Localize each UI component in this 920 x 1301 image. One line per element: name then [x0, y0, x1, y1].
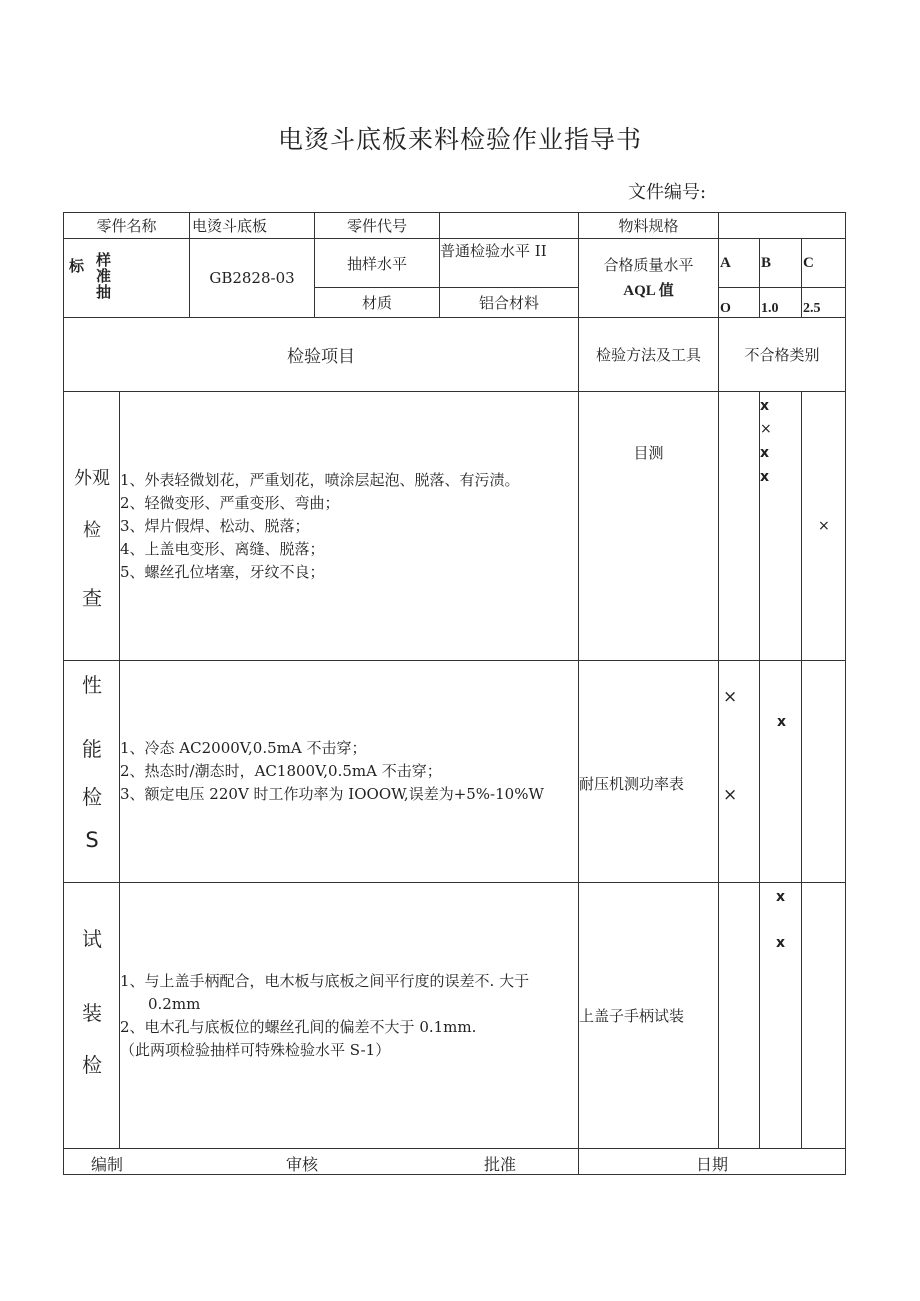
defect-mark: × [760, 421, 772, 437]
page-title: 电烫斗底板来料检验作业指导书 [277, 125, 642, 154]
inspection-item: 1、与上盖手柄配合，电木板与底板之间平行度的误差不. 大于 0.2mm [120, 971, 530, 1013]
defect-mark: × [723, 785, 738, 805]
inspection-item: 3、焊片假焊、松动、脱落； [120, 516, 310, 535]
defect-mark: x [776, 889, 786, 905]
section-items [120, 661, 579, 883]
defect-mark: × [723, 687, 738, 707]
inspection-item: 2、轻微变形、严重变形、弯曲； [120, 493, 340, 512]
sampling-level-label: 抽样水平 [315, 239, 440, 288]
inspection-item: 2、电木孔与底板位的螺丝孔间的偏差不大于 0.1mm. [120, 1017, 477, 1036]
class-b-cell [760, 392, 802, 661]
section-name [64, 883, 120, 1149]
class-c: C [802, 239, 846, 288]
header-row-2 [64, 239, 846, 288]
class-a-cell [719, 392, 760, 661]
section-name-char: 检 [82, 785, 102, 809]
inspection-note: （此两项检验抽样可特殊检验水平 S-1） [120, 1040, 391, 1059]
sampling-level-value: 普通检验水平 II [440, 239, 579, 288]
section-name-char: S [85, 828, 99, 852]
class-a-cell [719, 661, 760, 883]
defect-mark: x [760, 398, 770, 414]
defect-mark: x [777, 714, 787, 730]
material-label: 材质 [315, 288, 440, 318]
std-label-char: 标 [69, 257, 85, 275]
section-name-char: 查 [82, 586, 102, 610]
defect-mark: x [760, 445, 770, 461]
reviewed-by-label: 审核 [286, 1155, 319, 1174]
aql-label [579, 239, 719, 318]
part-name-label: 零件名称 [64, 213, 190, 239]
inspection-item: 1、外表轻微划花，严重划花，喷涂层起泡、脱落、有污渍。 [120, 470, 520, 489]
section-name-char: 试 [82, 927, 102, 951]
part-name-value: 电烫斗底板 [190, 213, 315, 239]
column-header-row [64, 318, 846, 392]
class-c-cell [802, 392, 846, 661]
class-a-cell [719, 883, 760, 1149]
defect-mark: × [818, 518, 830, 534]
inspection-item: 1、冷态 AC2000V,0.5mA 不击穿； [120, 739, 367, 757]
sampling-standard-label [64, 239, 190, 318]
aql-label-line: 合格质量水平 [603, 256, 694, 274]
inspection-method: 目测 [579, 392, 719, 661]
class-b-cell [760, 883, 802, 1149]
part-code-label: 零件代号 [315, 213, 440, 239]
aql-value-c: 2.5 [802, 288, 846, 318]
section-items [120, 392, 579, 661]
inspection-method: 上盖子手柄试装 [579, 883, 719, 1149]
inspection-items-header: 检验项目 [64, 318, 579, 392]
inspection-item: 3、额定电压 220V 时工作功率为 IOOOW,误差为+5%-10%W [120, 785, 544, 803]
class-b: B [760, 239, 802, 288]
defect-class-header: 不合格类别 [719, 318, 846, 392]
section-name-char: 性 [82, 673, 102, 697]
signature-cells [64, 1149, 579, 1175]
section-items [120, 883, 579, 1149]
std-label-stack [96, 252, 111, 300]
section-name-char: 能 [82, 737, 102, 761]
section-name-char: 外观 [74, 468, 110, 489]
inspection-item: 5、螺丝孔位堵塞，牙纹不良； [120, 562, 325, 581]
section-performance [64, 661, 846, 883]
material-spec-label: 物料规格 [579, 213, 719, 239]
class-c-cell [802, 883, 846, 1149]
section-name-char: 装 [82, 1001, 102, 1025]
section-name-char: 检 [82, 1053, 102, 1077]
method-header: 检验方法及工具 [579, 318, 719, 392]
compiled-by-label: 编制 [91, 1155, 124, 1174]
header-row-1 [64, 213, 846, 239]
defect-mark: x [760, 469, 770, 485]
aql-label-line: AQL 值 [623, 283, 674, 299]
section-fitting [64, 883, 846, 1149]
class-a: A [719, 239, 760, 288]
inspection-item: 2、热态时/潮态时，AC1800V,0.5mA 不击穿； [120, 762, 442, 780]
section-appearance [64, 392, 846, 661]
date-label: 日期 [696, 1155, 729, 1174]
approved-by-label: 批准 [484, 1155, 517, 1174]
part-code-value [440, 213, 579, 239]
material-value: 铝合材料 [440, 288, 579, 318]
std-label-char: 样 [96, 251, 112, 269]
document-number-label: 文件编号: [628, 182, 707, 203]
section-name [64, 392, 120, 661]
aql-value-b: 1.0 [760, 288, 802, 318]
defect-mark: x [776, 935, 786, 951]
inspection-item: 4、上盖电变形、离缝、脱落； [120, 539, 325, 558]
aql-value-a: O [719, 288, 760, 318]
material-spec-value [719, 213, 846, 239]
inspection-method: 耐压机测功率表 [579, 661, 719, 883]
signature-row [64, 1149, 846, 1175]
sampling-standard-value: GB2828-03 [190, 239, 315, 318]
std-label-char: 准 [96, 267, 112, 285]
class-c-cell [802, 661, 846, 883]
section-name-char: 检 [83, 520, 101, 541]
date-cell [579, 1149, 846, 1175]
section-name [64, 661, 120, 883]
class-b-cell [760, 661, 802, 883]
std-label-char: 抽 [96, 283, 112, 301]
inspection-table [63, 212, 846, 1175]
